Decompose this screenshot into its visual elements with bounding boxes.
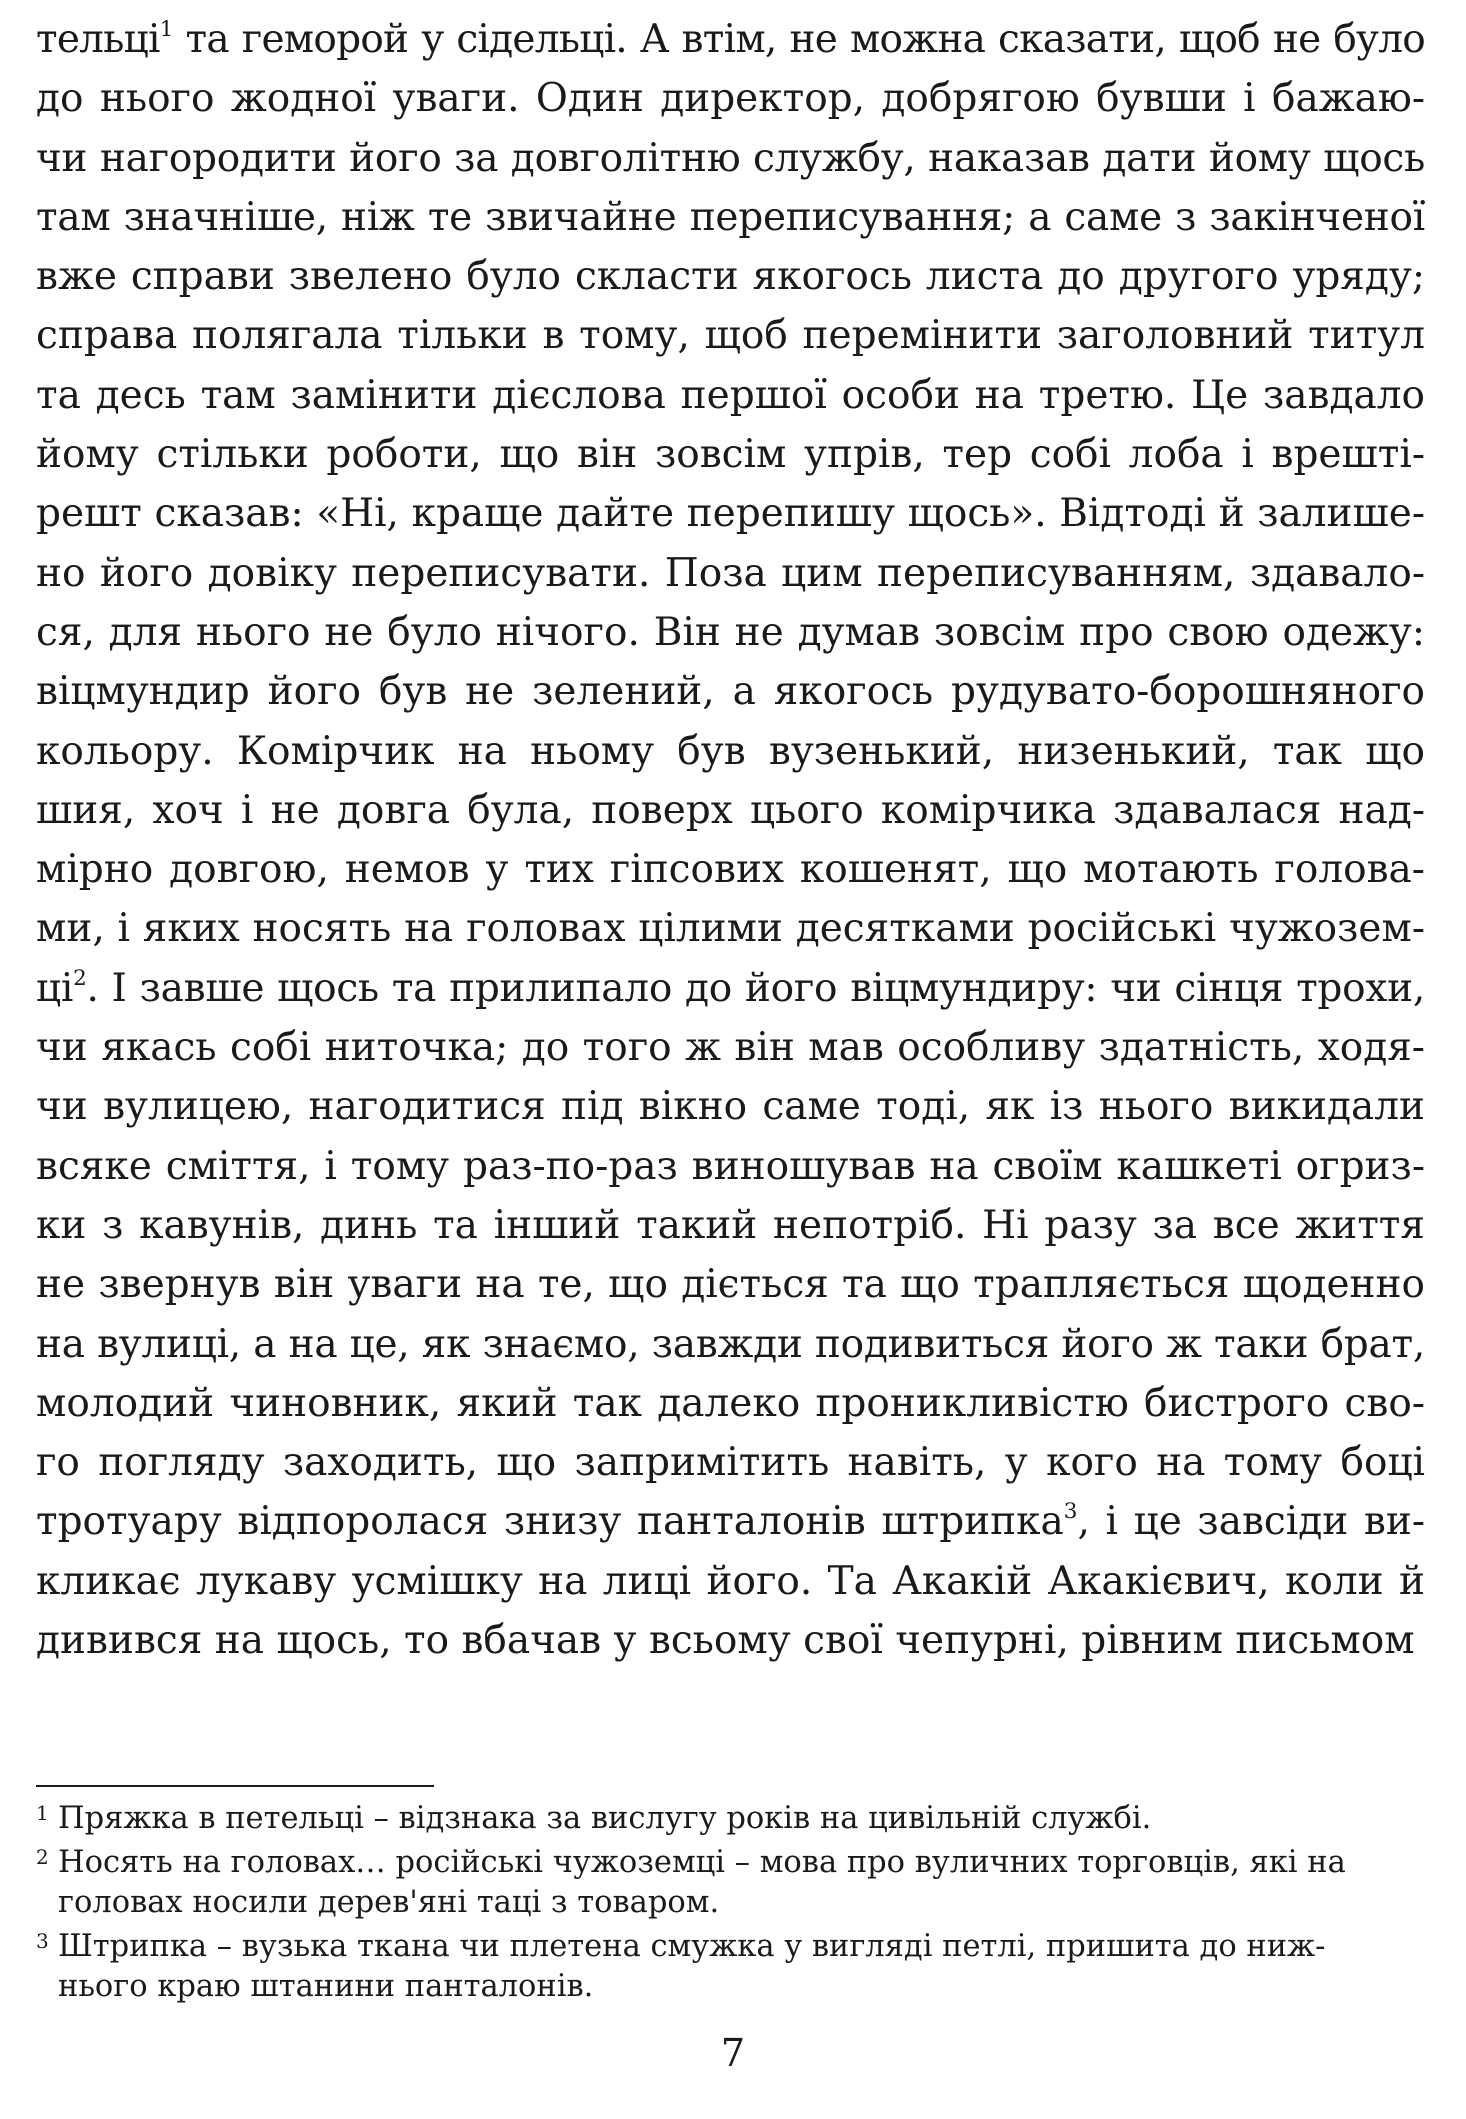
text-segment: та геморой у сідельці. А втім, не можна сказати, щоб не було: [172, 17, 1425, 62]
text-line: [36, 1137, 1425, 1196]
text-segment: віцмундир його був не зелений, а якогось рудувато-борошняного: [36, 669, 1425, 715]
text-segment: шия, хоч і не довга була, поверх цього комірчика здавалася над-: [36, 787, 1425, 833]
text-line: [36, 1077, 1425, 1136]
text-segment: мірно довгою, немов у тих гіпсових кошенят, що мотають голова-: [36, 847, 1425, 893]
text-segment: справа полягала тільки в тому, щоб перемінити заголовний титул: [36, 313, 1425, 359]
text-segment: всяке сміття, і тому раз-по-раз виношував на своїм кашкеті огриз-: [36, 1143, 1425, 1189]
text-segment: йому стільки роботи, що він зовсім упрів, тер собі лоба і врешті-: [36, 432, 1425, 478]
text-segment: ся, для нього не було нічого. Він не думав зовсім про свою одежу:: [36, 609, 1425, 655]
text-segment: тельці: [36, 17, 160, 62]
text-line: [36, 306, 1425, 365]
text-line: [36, 247, 1425, 306]
text-segment: чи вулицею, нагодитися під вікно саме тоді, як із нього викидали: [36, 1084, 1425, 1130]
text-line: [36, 1433, 1425, 1492]
body-text: [36, 10, 1425, 1670]
footnote-text: Штрипка – вузька ткана чи плетена смужка у вигляді петлі, пришита до ниж-: [58, 1929, 1326, 1964]
text-line: [36, 781, 1425, 840]
text-segment: чи нагородити його за довголітню службу, наказав дати йому щось: [36, 135, 1425, 181]
footnote-2: [36, 1843, 1425, 1923]
text-line: [36, 10, 1425, 69]
footnote-marker: 2: [73, 965, 87, 991]
footnote-number: 2: [36, 1845, 49, 1869]
footnote-text: Пряжка в петельці – відзнака за вислугу років на цивільній службі.: [58, 1801, 1152, 1836]
text-line: [36, 69, 1425, 128]
text-line: [36, 722, 1425, 781]
footnote-divider: [36, 1785, 434, 1787]
text-line: [36, 662, 1425, 721]
text-segment: ці: [36, 965, 74, 1011]
text-line: [36, 425, 1425, 484]
text-segment: молодий чиновник, який так далеко проникливістю бистрого сво-: [36, 1380, 1425, 1426]
footnote-number: 3: [36, 1929, 49, 1953]
text-line: [36, 1196, 1425, 1255]
footnote-marker: 3: [1063, 1499, 1078, 1525]
text-segment: до нього жодної уваги. Один директор, добрягою бувши і бажаю-: [36, 76, 1425, 122]
text-line: [36, 1374, 1425, 1433]
footnote-text: головах носили дерев'яні таці з товаром.: [58, 1885, 720, 1920]
footnote-text: нього краю штанини панталонів.: [58, 1969, 594, 2004]
text-line: [36, 840, 1425, 899]
text-segment: , і це завсіди ви-: [1077, 1499, 1426, 1545]
text-segment: кольору. Комірчик на ньому був вузенький, низенький, так що: [36, 728, 1425, 774]
text-line: [36, 129, 1425, 188]
text-line: [36, 1255, 1425, 1314]
text-line: [36, 1552, 1425, 1611]
text-segment: дивився на щось, то вбачав у всьому свої чепурні, рівним письмом: [36, 1618, 1415, 1664]
footnote-text: Носять на головах… російські чужоземці – мова про вуличних торговців, які на: [58, 1845, 1346, 1880]
text-segment: . І завше щось та прилипало до його віцмундиру: чи сінця трохи,: [86, 965, 1425, 1011]
text-segment: чи якась собі ниточка; до того ж він мав особливу здатність, ходя-: [36, 1025, 1425, 1071]
text-segment: го погляду заходить, що запримітить навіть, у кого на тому боці: [36, 1440, 1425, 1486]
page-number: 7: [720, 2031, 746, 2075]
text-line: [36, 366, 1425, 425]
text-line: [36, 1315, 1425, 1374]
text-segment: не звернув він уваги на те, що діється та що трапляється щоденно: [36, 1262, 1425, 1308]
text-segment: но його довіку переписувати. Поза цим переписуванням, здавало-: [36, 550, 1425, 596]
text-line: [36, 1492, 1425, 1551]
text-segment: там значніше, ніж те звичайне переписування; а саме з закінченої: [36, 194, 1425, 240]
footnote-marker: 1: [159, 16, 173, 42]
text-segment: кликає лукаву усмішку на лиці його. Та Акакій Акакієвич, коли й: [36, 1558, 1425, 1604]
text-line: [36, 484, 1425, 543]
footnote-number: 1: [36, 1801, 49, 1825]
text-segment: тротуару відпоролася знизу панталонів штрипка: [36, 1499, 1064, 1545]
text-line: [36, 188, 1425, 247]
text-segment: вже справи звелено було скласти якогось листа до другого уряду;: [36, 254, 1425, 300]
text-line: [36, 959, 1425, 1018]
text-line: [36, 1611, 1425, 1670]
text-line: [36, 603, 1425, 662]
footnote-3: [36, 1927, 1425, 2007]
text-segment: на вулиці, а на це, як знаємо, завжди подивиться його ж таки брат,: [36, 1321, 1425, 1367]
footnotes: [36, 1799, 1425, 2011]
text-line: [36, 544, 1425, 603]
text-segment: та десь там замінити дієслова першої особи на третю. Це завдало: [36, 372, 1425, 418]
text-line: [36, 1018, 1425, 1077]
text-segment: ми, і яких носять на головах цілими десятками російські чужозем-: [36, 906, 1425, 952]
text-segment: ки з кавунів, динь та інший такий непотріб. Ні разу за все життя: [36, 1202, 1425, 1248]
text-line: [36, 899, 1425, 958]
footnote-1: [36, 1799, 1425, 1839]
text-segment: решт сказав: «Ні, краще дайте перепишу щось». Відтоді й залише-: [36, 491, 1425, 537]
